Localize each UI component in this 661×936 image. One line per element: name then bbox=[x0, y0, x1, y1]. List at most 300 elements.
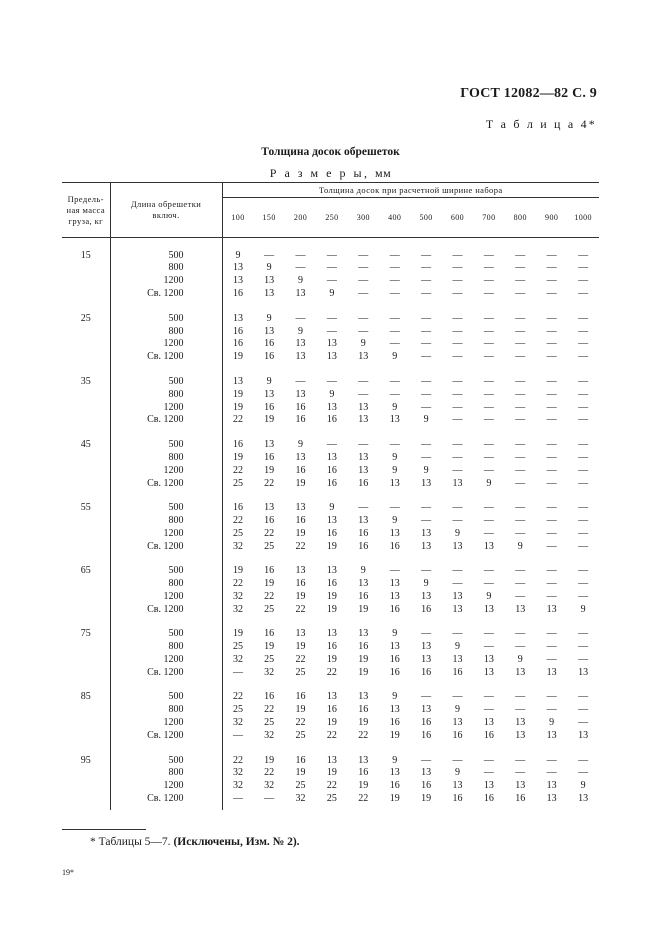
thickness-cell: — bbox=[546, 540, 557, 552]
length-cell: Св. 1200 bbox=[110, 351, 222, 364]
thickness-cell: — bbox=[578, 754, 589, 766]
thickness-cell: 9 bbox=[486, 590, 492, 602]
thickness-cell: 16 bbox=[389, 654, 400, 666]
mass-cell bbox=[62, 275, 110, 288]
thickness-cell: 9 bbox=[392, 451, 398, 463]
thickness-cell: 32 bbox=[232, 654, 243, 666]
width-header-700: 700 bbox=[473, 198, 504, 238]
group-spacer bbox=[62, 806, 599, 810]
thickness-cell: — bbox=[452, 388, 463, 400]
thickness-cell: — bbox=[546, 312, 557, 324]
thickness-cell: 22 bbox=[295, 717, 306, 729]
thickness-cell: — bbox=[452, 414, 463, 426]
thickness-cell: 13 bbox=[358, 754, 369, 766]
thickness-cell: — bbox=[515, 351, 526, 363]
thickness-cell: 16 bbox=[232, 325, 243, 337]
table-row bbox=[62, 439, 599, 452]
table-row bbox=[62, 502, 599, 515]
thickness-cell: — bbox=[483, 338, 494, 350]
thickness-cell: — bbox=[452, 325, 463, 337]
thickness-cell: 13 bbox=[295, 338, 306, 350]
width-header-900: 900 bbox=[536, 198, 567, 238]
thickness-cell: — bbox=[421, 388, 432, 400]
thickness-cell: — bbox=[326, 438, 337, 450]
length-cell: 800 bbox=[110, 641, 222, 654]
thickness-cell: 19 bbox=[264, 641, 275, 653]
mass-cell bbox=[62, 515, 110, 528]
thickness-cell: 13 bbox=[295, 628, 306, 640]
thickness-cell: 19 bbox=[232, 451, 243, 463]
thickness-cell: — bbox=[483, 628, 494, 640]
thickness-cell: — bbox=[578, 288, 589, 300]
thickness-cell: — bbox=[295, 249, 306, 261]
mass-cell bbox=[62, 389, 110, 402]
thickness-cell: — bbox=[546, 502, 557, 513]
thickness-cell: 16 bbox=[295, 691, 306, 703]
thickness-cell: — bbox=[546, 388, 557, 400]
thickness-cell: 16 bbox=[389, 603, 400, 615]
thickness-cell: 13 bbox=[515, 717, 526, 729]
thickness-cell: 25 bbox=[295, 780, 306, 792]
thickness-cell: 13 bbox=[452, 540, 463, 552]
thickness-cell: — bbox=[389, 502, 400, 513]
thickness-cell: — bbox=[546, 767, 557, 779]
mass-cell bbox=[62, 654, 110, 667]
thickness-cell: 9 bbox=[329, 288, 335, 300]
thickness-cell: 13 bbox=[295, 288, 306, 300]
thickness-cell: 9 bbox=[298, 275, 304, 287]
thickness-cell: — bbox=[452, 754, 463, 766]
thickness-cell: 16 bbox=[295, 578, 306, 590]
thickness-cell: — bbox=[421, 262, 432, 274]
length-cell: Св. 1200 bbox=[110, 667, 222, 680]
thickness-cell: — bbox=[483, 438, 494, 450]
table-row bbox=[62, 478, 599, 491]
thickness-cell: 25 bbox=[295, 666, 306, 678]
thickness-cell: 19 bbox=[326, 654, 337, 666]
thickness-cell: — bbox=[483, 312, 494, 324]
table-row bbox=[62, 541, 599, 554]
col-header-mass-line-2: ная масса bbox=[66, 204, 105, 215]
thickness-cell: 22 bbox=[264, 704, 275, 716]
thickness-cell: — bbox=[515, 565, 526, 577]
length-cell: Св. 1200 bbox=[110, 604, 222, 617]
thickness-cell: 25 bbox=[232, 641, 243, 653]
table-row bbox=[62, 528, 599, 541]
thickness-cell: 13 bbox=[358, 351, 369, 363]
thickness-cell: — bbox=[578, 375, 589, 387]
thickness-cell: 16 bbox=[389, 780, 400, 792]
thickness-cell: — bbox=[389, 338, 400, 350]
thickness-cell: 13 bbox=[483, 540, 494, 552]
thickness-cell: 13 bbox=[358, 414, 369, 426]
thickness-cell: — bbox=[295, 262, 306, 274]
thickness-cell: 13 bbox=[232, 275, 243, 287]
thickness-cell: — bbox=[515, 288, 526, 300]
thickness-cell: 22 bbox=[326, 730, 337, 742]
thickness-cell: 9 bbox=[360, 565, 366, 577]
thickness-cell: 13 bbox=[452, 780, 463, 792]
mass-cell bbox=[62, 667, 110, 680]
thickness-cell: 13 bbox=[358, 514, 369, 526]
table-row bbox=[62, 704, 599, 717]
thickness-cell: 13 bbox=[421, 527, 432, 539]
length-cell: 800 bbox=[110, 515, 222, 528]
table-number-label: Т а б л и ц а 4* bbox=[485, 117, 597, 131]
thickness-cell: — bbox=[578, 767, 589, 779]
thickness-cell: — bbox=[578, 249, 589, 261]
thickness-cell: 19 bbox=[326, 767, 337, 779]
mass-cell bbox=[62, 641, 110, 654]
thickness-cell: — bbox=[546, 351, 557, 363]
thickness-cell: 32 bbox=[232, 767, 243, 779]
thickness-cell: — bbox=[515, 527, 526, 539]
thickness-cell: 16 bbox=[232, 288, 243, 300]
thickness-cell: 25 bbox=[232, 704, 243, 716]
thickness-cell: 32 bbox=[295, 793, 306, 805]
thickness-cell: — bbox=[483, 288, 494, 300]
thickness-cell: 13 bbox=[232, 312, 243, 324]
length-cell: 1200 bbox=[110, 465, 222, 478]
table-row bbox=[62, 288, 599, 301]
thickness-cell: 13 bbox=[483, 780, 494, 792]
thickness-cell: 22 bbox=[232, 464, 243, 476]
thickness-cell: 9 bbox=[298, 438, 304, 450]
thickness-cell: — bbox=[515, 578, 526, 590]
thickness-cell: 32 bbox=[264, 666, 275, 678]
thickness-cell: 25 bbox=[232, 527, 243, 539]
thickness-cell: 16 bbox=[264, 628, 275, 640]
mass-cell bbox=[62, 402, 110, 415]
thickness-cell: 22 bbox=[232, 578, 243, 590]
thickness-cell: 9 bbox=[392, 628, 398, 640]
thickness-cell: 19 bbox=[326, 603, 337, 615]
thickness-cell: 19 bbox=[264, 414, 275, 426]
mass-cell: 85 bbox=[62, 691, 110, 704]
thickness-cell: 32 bbox=[232, 603, 243, 615]
length-cell: Св. 1200 bbox=[110, 478, 222, 491]
thickness-cell: — bbox=[578, 691, 589, 703]
thickness-cell: — bbox=[421, 312, 432, 324]
group-spacer bbox=[62, 238, 599, 250]
thickness-cell: — bbox=[452, 249, 463, 261]
mass-cell: 95 bbox=[62, 755, 110, 768]
thickness-cell: — bbox=[483, 414, 494, 426]
page-mark: 19* bbox=[62, 868, 74, 877]
thickness-cell: 13 bbox=[358, 464, 369, 476]
thickness-cell: — bbox=[483, 578, 494, 590]
length-cell: 500 bbox=[110, 439, 222, 452]
thickness-cell: — bbox=[326, 325, 337, 337]
thickness-cell: 13 bbox=[546, 780, 557, 792]
thickness-cell: — bbox=[295, 375, 306, 387]
mass-cell bbox=[62, 338, 110, 351]
length-cell: 1200 bbox=[110, 591, 222, 604]
thickness-cell: 22 bbox=[358, 730, 369, 742]
thickness-cell: — bbox=[421, 502, 432, 513]
table-row bbox=[62, 565, 599, 578]
thickness-cell: 19 bbox=[295, 641, 306, 653]
thickness-cell: 32 bbox=[232, 717, 243, 729]
thickness-cell: — bbox=[483, 262, 494, 274]
thickness-cell: 19 bbox=[358, 603, 369, 615]
thickness-cell: 13 bbox=[546, 793, 557, 805]
thickness-cell: — bbox=[358, 502, 369, 513]
length-cell: 500 bbox=[110, 755, 222, 768]
thickness-cell: 16 bbox=[421, 717, 432, 729]
mass-cell bbox=[62, 414, 110, 427]
thickness-cell: 13 bbox=[326, 691, 337, 703]
thickness-cell: — bbox=[578, 704, 589, 716]
length-cell: 1200 bbox=[110, 528, 222, 541]
thickness-cell: — bbox=[578, 464, 589, 476]
width-header-200: 200 bbox=[285, 198, 316, 238]
thickness-cell: 16 bbox=[452, 666, 463, 678]
thickness-cell: — bbox=[483, 767, 494, 779]
thickness-cell: 13 bbox=[326, 451, 337, 463]
thickness-cell: — bbox=[483, 464, 494, 476]
length-cell: 1200 bbox=[110, 717, 222, 730]
mass-cell: 35 bbox=[62, 376, 110, 389]
thickness-cell: 25 bbox=[326, 793, 337, 805]
width-header-1000: 1000 bbox=[567, 198, 599, 238]
thickness-cell: 13 bbox=[326, 565, 337, 577]
thickness-cell: — bbox=[421, 249, 432, 261]
document-reference: ГОСТ 12082—82 С. 9 bbox=[460, 86, 597, 101]
thickness-cell: — bbox=[452, 578, 463, 590]
table-row bbox=[62, 667, 599, 680]
thickness-cell: — bbox=[578, 477, 589, 489]
group-spacer bbox=[62, 301, 599, 313]
thickness-cell: — bbox=[515, 375, 526, 387]
thickness-cell: 13 bbox=[389, 767, 400, 779]
thickness-cell: — bbox=[421, 691, 432, 703]
table-row bbox=[62, 414, 599, 427]
thickness-cell: 13 bbox=[515, 780, 526, 792]
thickness-cell: — bbox=[452, 288, 463, 300]
table-row bbox=[62, 591, 599, 604]
thickness-cell: — bbox=[578, 717, 589, 729]
thickness-cell: — bbox=[578, 312, 589, 324]
mass-cell bbox=[62, 717, 110, 730]
thickness-cell: 16 bbox=[389, 666, 400, 678]
thickness-cell: — bbox=[358, 262, 369, 274]
thickness-cell: 13 bbox=[295, 388, 306, 400]
thickness-cell: 13 bbox=[515, 730, 526, 742]
thickness-cell: 9 bbox=[392, 691, 398, 703]
thickness-cell: — bbox=[483, 375, 494, 387]
length-cell: 1200 bbox=[110, 402, 222, 415]
thickness-cell: — bbox=[389, 312, 400, 324]
thickness-cell: — bbox=[515, 514, 526, 526]
thickness-cell: 13 bbox=[389, 527, 400, 539]
table-row bbox=[62, 338, 599, 351]
thickness-cell: 13 bbox=[421, 767, 432, 779]
thickness-cell: — bbox=[326, 249, 337, 261]
thickness-cell: 13 bbox=[421, 641, 432, 653]
thickness-cell: 19 bbox=[264, 754, 275, 766]
table-row bbox=[62, 250, 599, 263]
thickness-cell: 22 bbox=[358, 793, 369, 805]
thickness-cell: — bbox=[389, 438, 400, 450]
thickness-cell: 16 bbox=[264, 514, 275, 526]
thickness-cell: — bbox=[578, 654, 589, 666]
length-cell: 800 bbox=[110, 578, 222, 591]
thickness-cell: 16 bbox=[421, 603, 432, 615]
table-row bbox=[62, 452, 599, 465]
thickness-cell: — bbox=[358, 312, 369, 324]
thickness-cell: — bbox=[452, 275, 463, 287]
width-header-500: 500 bbox=[410, 198, 441, 238]
thickness-cell: — bbox=[421, 628, 432, 640]
table-row bbox=[62, 515, 599, 528]
thickness-cell: 9 bbox=[454, 527, 460, 539]
thickness-cell: 25 bbox=[295, 730, 306, 742]
thickness-cell: — bbox=[421, 288, 432, 300]
thickness-cell: 9 bbox=[423, 414, 429, 426]
thickness-cell: — bbox=[483, 641, 494, 653]
thickness-cell: — bbox=[578, 401, 589, 413]
mass-cell bbox=[62, 478, 110, 491]
thickness-cell: 9 bbox=[580, 780, 586, 792]
group-spacer bbox=[62, 554, 599, 566]
thickness-cell: 13 bbox=[452, 477, 463, 489]
dimensions-caption bbox=[0, 166, 661, 181]
thickness-cell: — bbox=[421, 514, 432, 526]
group-spacer bbox=[62, 491, 599, 503]
thickness-cell: 13 bbox=[578, 666, 589, 678]
thickness-cell: — bbox=[389, 375, 400, 387]
thickness-cell: 22 bbox=[295, 654, 306, 666]
thickness-cell: — bbox=[389, 388, 400, 400]
thickness-cell: 13 bbox=[452, 603, 463, 615]
thickness-cell: 19 bbox=[295, 704, 306, 716]
thickness-cell: 32 bbox=[232, 780, 243, 792]
mass-cell bbox=[62, 793, 110, 806]
length-cell: 1200 bbox=[110, 275, 222, 288]
thickness-cell: 13 bbox=[421, 590, 432, 602]
thickness-cell: — bbox=[389, 249, 400, 261]
thickness-cell: 9 bbox=[549, 717, 555, 729]
length-cell: 1200 bbox=[110, 780, 222, 793]
width-header-400: 400 bbox=[379, 198, 410, 238]
mass-cell bbox=[62, 326, 110, 339]
thickness-cell: 13 bbox=[358, 451, 369, 463]
thickness-cell: — bbox=[546, 288, 557, 300]
table-row bbox=[62, 389, 599, 402]
length-cell: 1200 bbox=[110, 654, 222, 667]
thickness-cell: — bbox=[358, 275, 369, 287]
thickness-cell: — bbox=[295, 312, 306, 324]
thickness-cell: 16 bbox=[389, 540, 400, 552]
thickness-cell: — bbox=[421, 325, 432, 337]
thickness-cell: — bbox=[421, 375, 432, 387]
table-row bbox=[62, 402, 599, 415]
thickness-cell: 13 bbox=[389, 477, 400, 489]
mass-cell bbox=[62, 704, 110, 717]
thickness-cell: 32 bbox=[232, 590, 243, 602]
thickness-cell: 16 bbox=[264, 691, 275, 703]
thickness-cell: — bbox=[515, 502, 526, 513]
thickness-cell: — bbox=[421, 438, 432, 450]
mass-cell: 45 bbox=[62, 439, 110, 452]
thickness-cell: 32 bbox=[232, 540, 243, 552]
length-cell: 500 bbox=[110, 376, 222, 389]
thickness-cell: 13 bbox=[358, 578, 369, 590]
thickness-cell: — bbox=[421, 338, 432, 350]
thickness-cell: 19 bbox=[295, 527, 306, 539]
mass-cell bbox=[62, 780, 110, 793]
col-header-mass-line-1: Предель- bbox=[67, 193, 104, 204]
thickness-cell: 22 bbox=[264, 527, 275, 539]
length-cell: 800 bbox=[110, 262, 222, 275]
mass-cell bbox=[62, 465, 110, 478]
thickness-cell: — bbox=[326, 375, 337, 387]
thickness-cell: 9 bbox=[266, 375, 272, 387]
thickness-cell: 9 bbox=[517, 540, 523, 552]
length-cell: 500 bbox=[110, 250, 222, 263]
thickness-cell: 19 bbox=[295, 767, 306, 779]
thickness-cell: 19 bbox=[326, 540, 337, 552]
thickness-cell: 16 bbox=[452, 793, 463, 805]
thickness-cell: 9 bbox=[298, 325, 304, 337]
length-cell: Св. 1200 bbox=[110, 793, 222, 806]
thickness-cell: 13 bbox=[264, 288, 275, 300]
thickness-cell: 9 bbox=[423, 464, 429, 476]
mass-cell bbox=[62, 604, 110, 617]
mass-cell: 55 bbox=[62, 502, 110, 515]
mass-cell: 25 bbox=[62, 313, 110, 326]
thickness-cell: 16 bbox=[295, 464, 306, 476]
length-cell: 800 bbox=[110, 389, 222, 402]
thickness-cell: — bbox=[546, 527, 557, 539]
thickness-cell: — bbox=[578, 578, 589, 590]
thickness-cell: 13 bbox=[389, 590, 400, 602]
thickness-cell: — bbox=[578, 262, 589, 274]
thickness-cell: 16 bbox=[264, 401, 275, 413]
width-header-100: 100 bbox=[222, 198, 253, 238]
thickness-cell: 13 bbox=[264, 388, 275, 400]
table-row bbox=[62, 351, 599, 364]
thickness-cell: — bbox=[546, 438, 557, 450]
length-cell: 800 bbox=[110, 767, 222, 780]
table-row bbox=[62, 313, 599, 326]
thickness-cell: 16 bbox=[358, 641, 369, 653]
thickness-cell: — bbox=[358, 325, 369, 337]
thickness-cell: — bbox=[578, 388, 589, 400]
thickness-cell: — bbox=[483, 351, 494, 363]
group-spacer bbox=[62, 743, 599, 755]
thickness-cell: — bbox=[515, 477, 526, 489]
thickness-cell: — bbox=[578, 438, 589, 450]
thickness-cell: 16 bbox=[295, 514, 306, 526]
thickness-cell: 19 bbox=[232, 401, 243, 413]
length-cell: 1200 bbox=[110, 338, 222, 351]
thickness-cell: — bbox=[452, 375, 463, 387]
thickness-cell: 22 bbox=[232, 514, 243, 526]
col-header-length-line-1: Длина обрешетки bbox=[130, 199, 202, 209]
thickness-cell: 9 bbox=[392, 401, 398, 413]
thickness-cell: 13 bbox=[515, 603, 526, 615]
thickness-cell: 16 bbox=[232, 338, 243, 350]
thickness-cell: — bbox=[515, 388, 526, 400]
thickness-cell: — bbox=[578, 590, 589, 602]
thickness-cell: — bbox=[515, 262, 526, 274]
thickness-cell: — bbox=[421, 565, 432, 577]
table-row bbox=[62, 604, 599, 617]
thickness-cell: 13 bbox=[546, 730, 557, 742]
thickness-cell: — bbox=[578, 275, 589, 287]
